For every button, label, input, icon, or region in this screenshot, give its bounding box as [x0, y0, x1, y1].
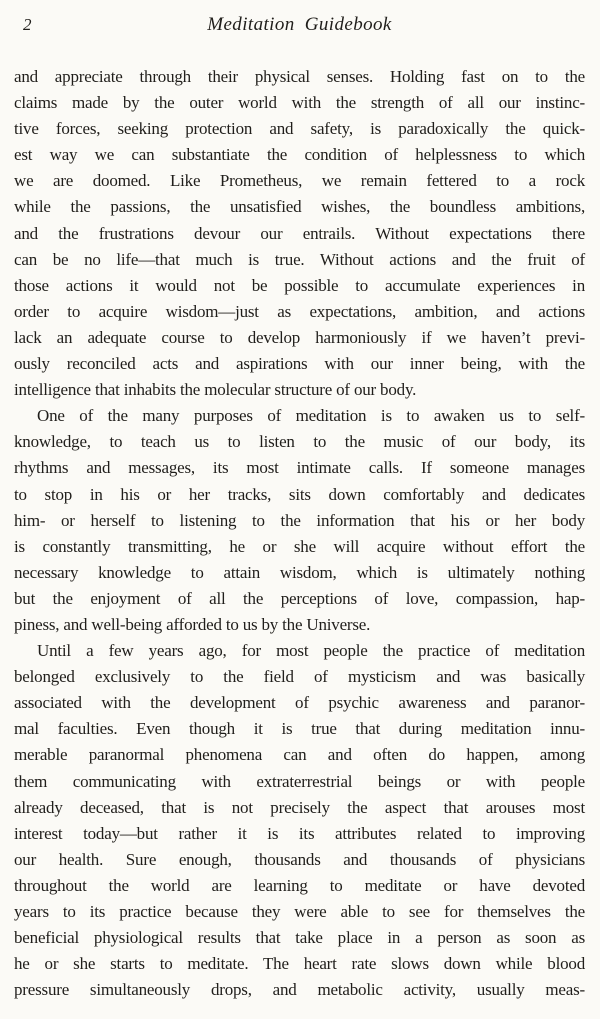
- running-title: Meditation Guidebook: [207, 14, 392, 35]
- text-line: lack an adequate course to develop harmoniously if we haven’t previ-: [14, 327, 585, 347]
- text-line: piness, and well-being afforded to us by the Universe.: [14, 614, 371, 634]
- text-line: necessary knowledge to attain wisdom, which is ultimately nothing: [14, 562, 585, 582]
- text-line: ously reconciled acts and aspirations with our inner being, with the: [14, 354, 585, 374]
- paragraph: [14, 403, 585, 638]
- text-line: One of the many purposes of meditation is to awaken us to self-: [37, 406, 585, 426]
- text-line: is constantly transmitting, he or she will acquire without effort the: [14, 536, 585, 556]
- text-line: throughout the world are learning to meditate or have devoted: [14, 875, 585, 895]
- running-header: [14, 14, 585, 36]
- text-line: interest today—but rather it is its attributes related to improving: [14, 823, 585, 843]
- text-line: belonged exclusively to the field of mysticism and was basically: [14, 667, 585, 687]
- text-line: can be no life—that much is true. Without actions and the fruit of: [14, 249, 585, 269]
- text-line: our health. Sure enough, thousands and thousands of physicians: [14, 849, 585, 869]
- text-line: beneficial physiological results that take place in a person as soon as: [14, 928, 585, 948]
- text-line: but the enjoyment of all the perceptions of love, compassion, hap-: [14, 588, 585, 608]
- text-line: associated with the development of psychic awareness and paranor-: [14, 693, 585, 713]
- text-line: Until a few years ago, for most people the practice of meditation: [37, 641, 585, 661]
- text-line: pressure simultaneously drops, and metabolic activity, usually meas-: [14, 980, 585, 1000]
- text-line: he or she starts to meditate. The heart rate slows down while blood: [14, 954, 585, 974]
- text-line: him- or herself to listening to the information that his or her body: [14, 510, 585, 530]
- text-line: those actions it would not be possible to accumulate experiences in: [14, 275, 585, 295]
- text-line: and appreciate through their physical senses. Holding fast on to the: [14, 67, 585, 86]
- text-line: years to its practice because they were able to see for themselves the: [14, 902, 585, 921]
- page-body: [14, 64, 585, 1003]
- text-line: intelligence that inhabits the molecular structure of our body.: [14, 380, 417, 400]
- paragraph: [14, 638, 585, 1003]
- text-line: them communicating with extraterrestrial beings or with people: [14, 771, 585, 791]
- text-line: est way we can substantiate the condition of helplessness to which: [14, 145, 585, 165]
- page-number: 2: [23, 15, 32, 34]
- text-line: tive forces, seeking protection and safety, is paradoxically the quick-: [14, 119, 585, 139]
- paragraph: [14, 64, 585, 403]
- text-line: mal faculties. Even though it is true that during meditation innu-: [14, 719, 585, 739]
- text-line: to stop in his or her tracks, sits down comfortably and dedicates: [14, 484, 585, 504]
- text-line: already deceased, that is not precisely the aspect that arouses most: [14, 797, 585, 817]
- text-line: rhythms and messages, its most intimate calls. If someone manages: [14, 458, 585, 478]
- text-line: order to acquire wisdom—just as expectations, ambition, and actions: [14, 301, 585, 321]
- text-line: we are doomed. Like Prometheus, we remain fettered to a rock: [14, 171, 585, 191]
- text-line: and the frustrations devour our entrails. Without expectations there: [14, 223, 585, 243]
- text-line: merable paranormal phenomena can and often do happen, among: [14, 745, 585, 765]
- text-line: claims made by the outer world with the strength of all our instinc-: [14, 93, 585, 113]
- text-line: while the passions, the unsatisfied wishes, the boundless ambitions,: [14, 197, 585, 217]
- text-line: knowledge, to teach us to listen to the music of our body, its: [14, 432, 585, 452]
